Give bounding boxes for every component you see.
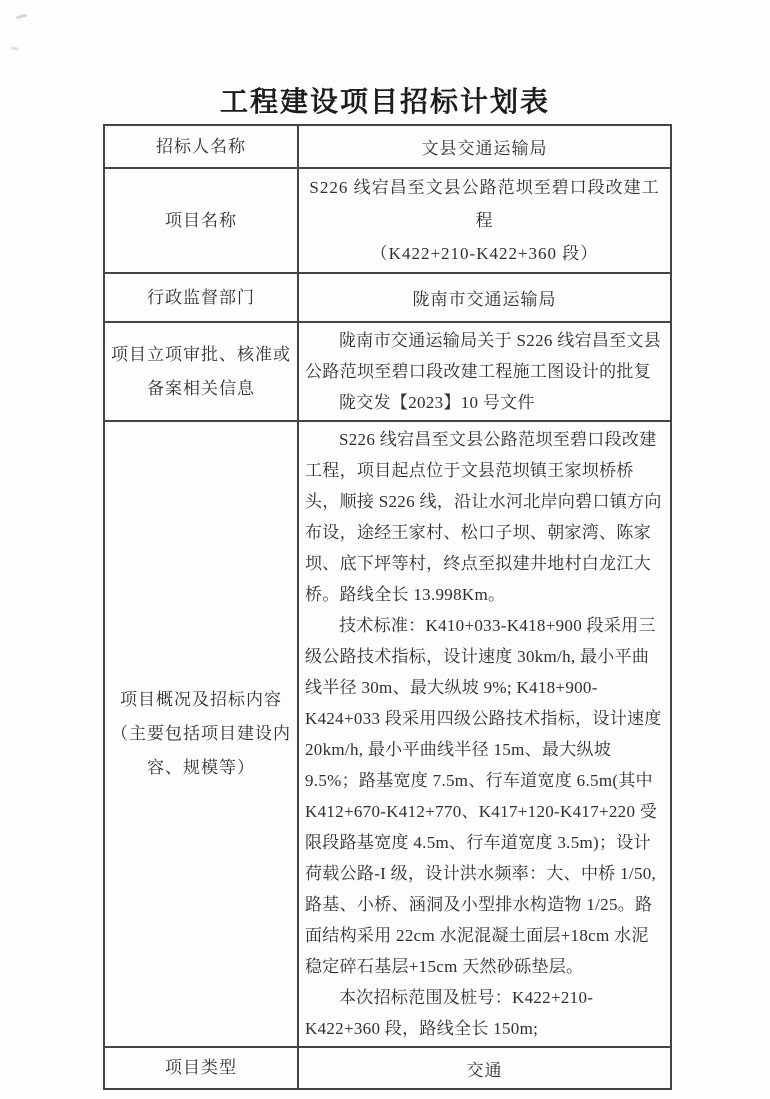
overview-bid-scope-paragraph: 本次招标范围及桩号：K422+210-K422+360 段，路线全长 150m;	[305, 988, 594, 1038]
project-type-value: 交通	[298, 1047, 671, 1089]
table-row-project-overview	[104, 421, 671, 1047]
overview-technical-standard-paragraph: 技术标准：K410+033-K418+900 段采用三级公路技术指标，设计速度 30km/h, 最小平曲线半径 30m、最大纵坡 9%; K418+900-K424+033 段采用四级公路技术指标，设计速度 20km/h, 最小平曲线半径 15m、最大纵坡 9.5%；路基宽度 7.5m、行车道宽度 6.5m(其中 K412+670-K412+770、K417+120-K417+220 受限段路基宽度 4.5m、行车道宽度 3.5m)；设计荷载公路-I 级，设计洪水频率：大、中桥 1/50, 路基、小桥、涵洞及小型排水构造物 1/25。路面结构采用 22cm 水泥混凝土面层+18cm 水泥稳定碎石基层+15cm 天然砂砾垫层。	[305, 616, 662, 976]
bidder-name-label: 招标人名称	[104, 125, 298, 168]
page-title: 工程建设项目招标计划表	[219, 87, 550, 118]
approval-info-paragraph: 陇南市交通运输局关于 S226 线宕昌至文县公路范坝至碧口段改建工程施工图设计的批复	[305, 331, 662, 381]
bidding-plan-table	[103, 124, 672, 1090]
scan-artifact-mark	[16, 14, 27, 20]
table-row-approval-info	[104, 322, 671, 421]
project-overview-label: 项目概况及招标内容（主要包括项目建设内容、规模等）	[104, 421, 298, 1047]
table-row-supervision-dept	[104, 273, 671, 322]
scan-artifact-mark	[11, 46, 19, 50]
project-name-line-1: S226 线宕昌至文县公路范坝至碧口段改建工程	[309, 178, 660, 230]
project-name-line-2: （K422+210-K422+360 段）	[370, 244, 599, 263]
approval-info-value	[298, 322, 671, 421]
table-row-project-type	[104, 1047, 671, 1089]
project-overview-value	[298, 421, 671, 1047]
table-row-bidder-name	[104, 125, 671, 168]
project-type-label: 项目类型	[104, 1047, 298, 1089]
table-row-project-name	[104, 168, 671, 273]
approval-info-label: 项目立项审批、核准或备案相关信息	[104, 322, 298, 421]
project-name-label: 项目名称	[104, 168, 298, 273]
supervision-dept-label: 行政监督部门	[104, 273, 298, 322]
bidder-name-value: 文县交通运输局	[298, 125, 671, 168]
supervision-dept-value: 陇南市交通运输局	[298, 273, 671, 322]
overview-route-paragraph: S226 线宕昌至文县公路范坝至碧口段改建工程，项目起点位于文县范坝镇王家坝桥桥头，顺接 S226 线，沿让水河北岸向碧口镇方向布设，途经王家村、松口子坝、朝家湾、陈家坝、底下坪等村，终点至拟建井地村白龙江大桥。路线全长 13.998Km。	[305, 430, 662, 604]
project-name-value	[298, 168, 671, 273]
approval-document-number: 陇交发【2023】10 号文件	[339, 393, 535, 412]
